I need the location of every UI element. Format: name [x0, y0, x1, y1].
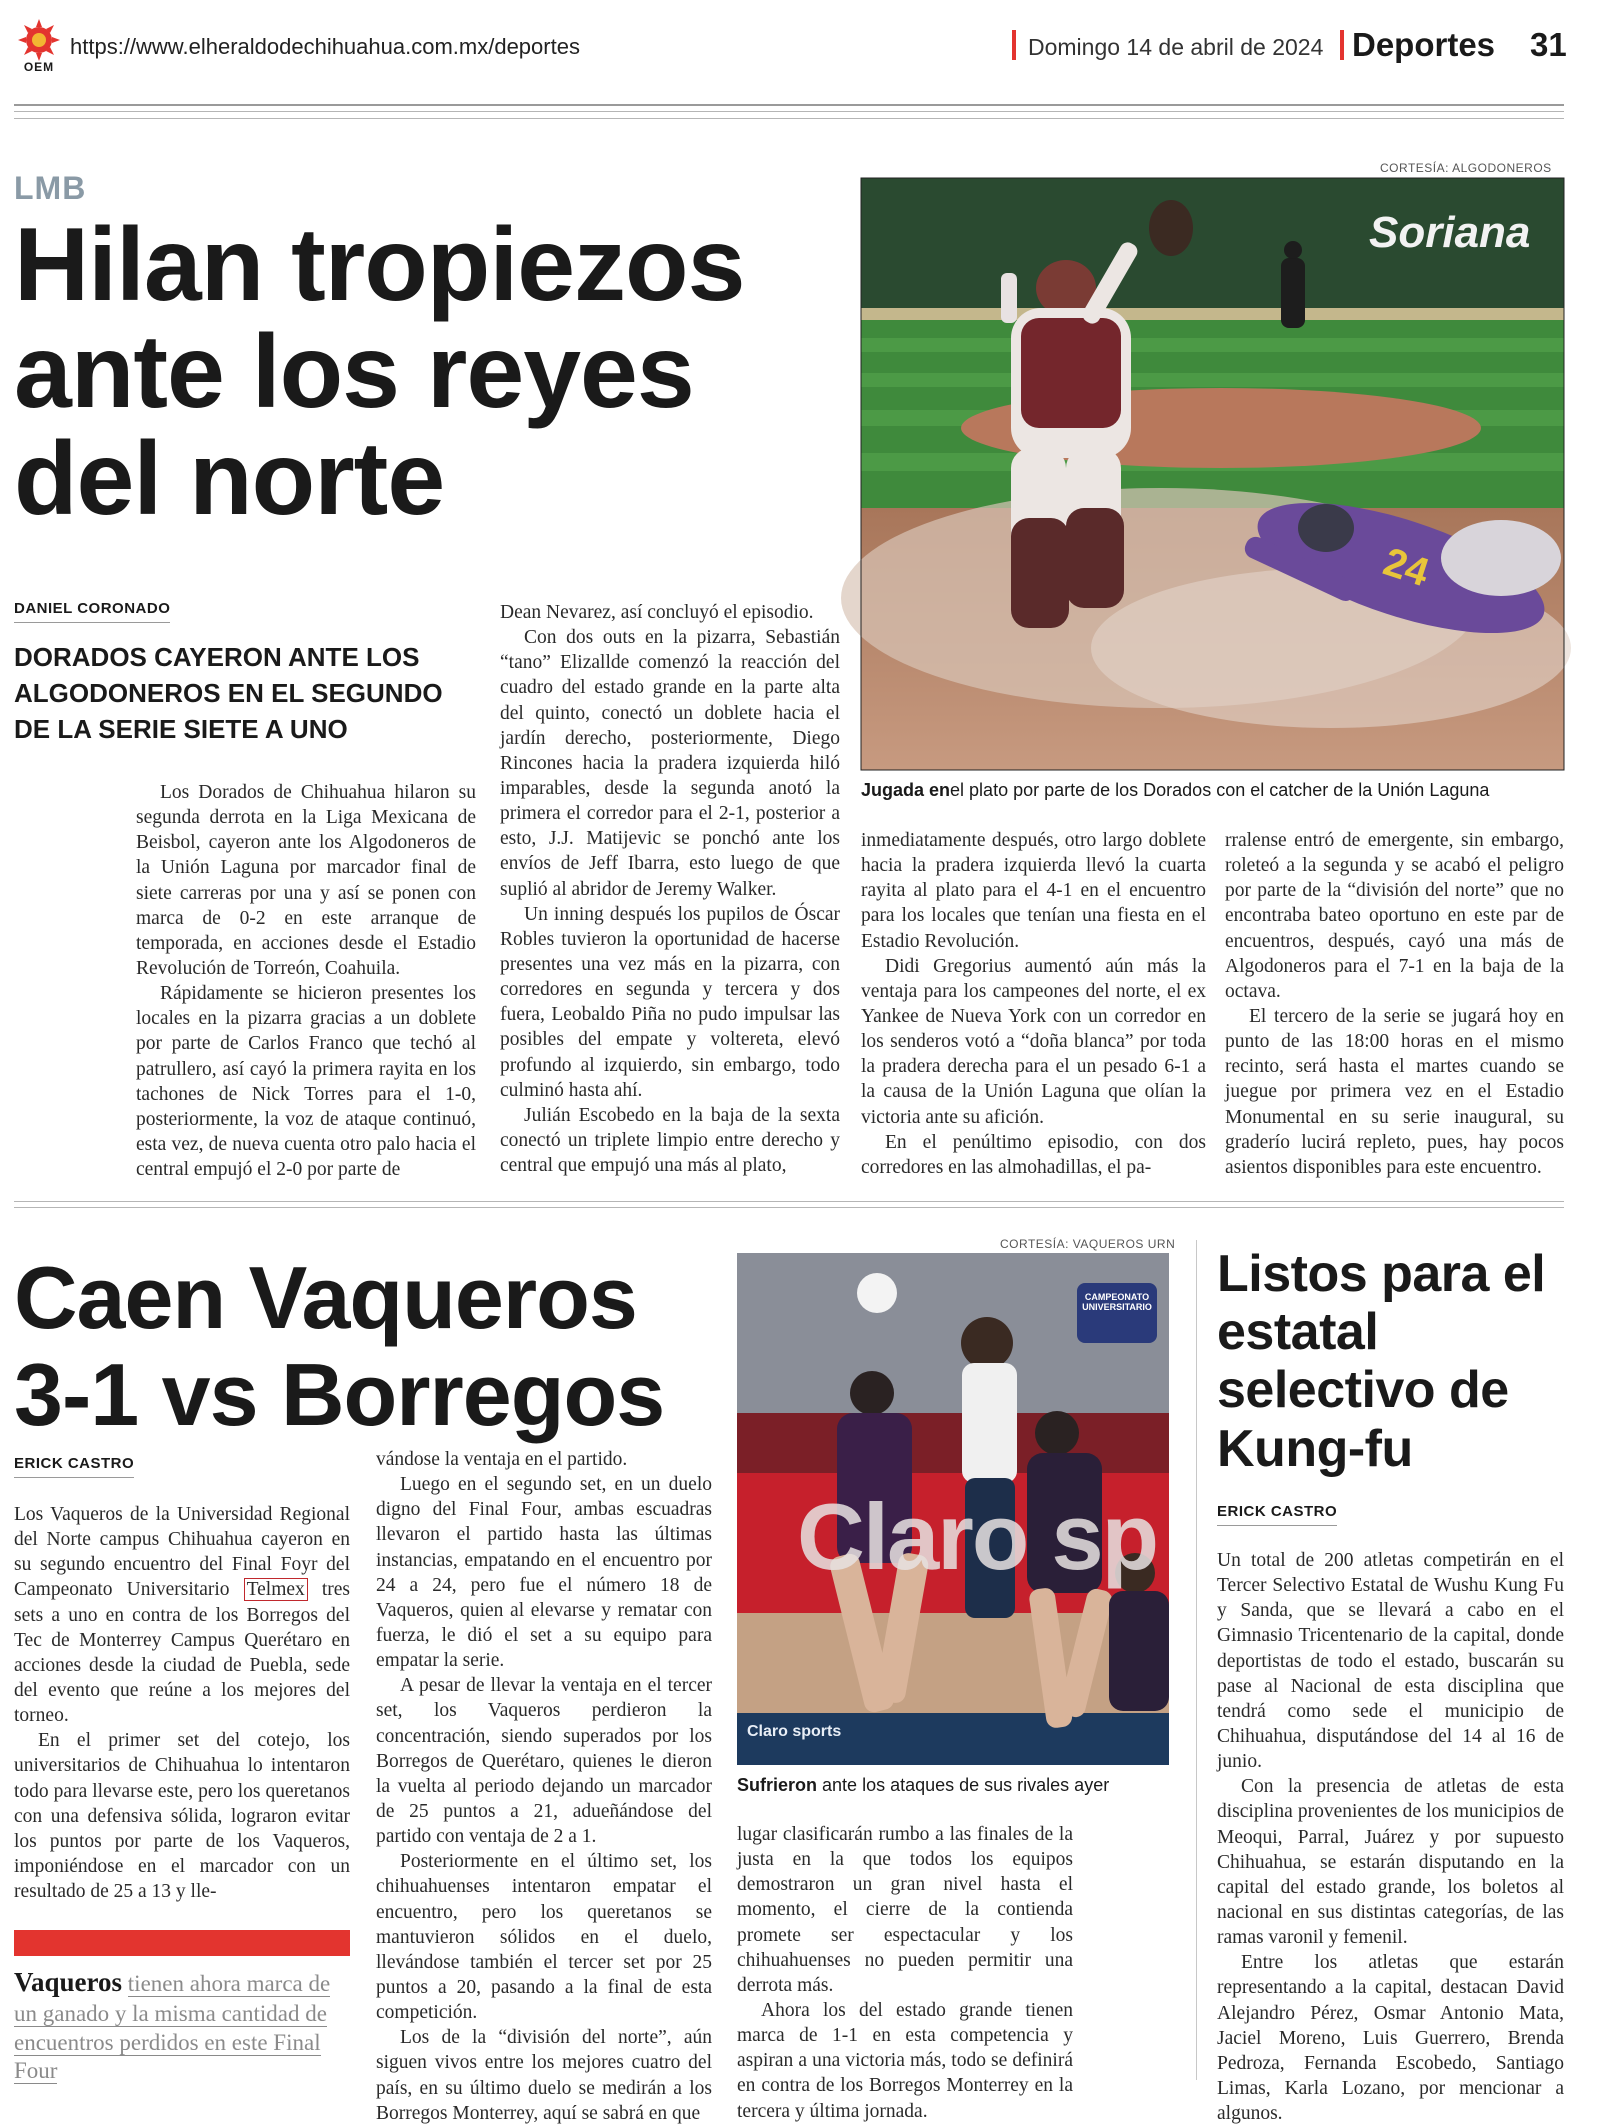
page-number: 31 — [1530, 26, 1567, 63]
paragraph: inmediatamente después, otro largo doblete hacia la pradera izquierda llevó la cuarta rayita al plato para el 4-1 en el encuentro para los locales que tenían una fiesta en el Estadio Revolución. — [861, 830, 1206, 952]
header-rule — [14, 118, 1564, 119]
article2-caption-lead: Sufrieron — [737, 1775, 818, 1795]
article1-caption — [861, 780, 1564, 801]
article1-column-4 — [1225, 828, 1564, 1180]
pull-quote — [14, 1966, 350, 2086]
article1-column-2 — [500, 600, 840, 1178]
paragraph: Un inning después los pupilos de Óscar Robles tuvieron la oportunidad de hacerse presentes una vez más en la pizarra, con corredores en segunda y tercera y dos fuera, Leobaldo Piña no pudo impulsar las posibles del empate y voltereta, elevó profundo al izquierdo, sin embargo, todo culminó hasta ahí. — [500, 903, 840, 1101]
column-divider — [1196, 1240, 1197, 2080]
paragraph: Rápidamente se hicieron presentes los locales en la pizarra gracias a un doblete por parte de Carlos Franco que techó al patrullero, así cayó la primera rayita en los tachones de Nick Torres para el 1-0, posteriormente, la voz de ataque continuó, esta vez, de nueva cuenta otro palo hacia el central empujó el 2-0 por parte de — [136, 983, 476, 1181]
pull-quote-lead: Vaqueros — [14, 1967, 123, 1997]
article3-column — [1217, 1548, 1564, 2126]
paragraph: lugar clasificarán rumbo a las finales de la justa en la que todos los equipos demostraron un gran nivel hasta el momento, el cierre de la contienda promete ser espectacular y los chihuahuenses no pueden permitir una derrota más. — [737, 1824, 1073, 1996]
article2-column-2 — [376, 1447, 712, 2126]
header-rule — [14, 111, 1564, 112]
paragraph: En el penúltimo episodio, con dos corredores en las almohadillas, el pa- — [861, 1131, 1206, 1178]
article1-kicker: LMB — [14, 170, 87, 206]
paragraph: Dean Nevarez, así concluyó el episodio. — [500, 602, 814, 623]
article1-deck: DORADOS CAYERON ANTE LOS ALGODONEROS EN EL SEGUNDO DE LA SERIE SIETE A UNO — [14, 642, 443, 744]
article2-byline: ERICK CASTRO — [14, 1455, 134, 1478]
paragraph: Julián Escobedo en la baja de la sexta conectó un triplete limpio entre derecho y central que empujó una más al plato, — [500, 1104, 840, 1177]
article2-caption-text: ante los ataques de sus rivales ayer — [822, 1775, 1110, 1795]
logo-text: OEM — [23, 60, 55, 74]
article1-column-1 — [136, 780, 476, 1182]
section-rule — [14, 1207, 1564, 1208]
paragraph: En el primer set del cotejo, los universitarios de Chihuahua lo intentaron todo para llevarse este, pero los queretanos con una defensiva sólida, lograron evitar los puntos por parte de los Vaqueros, imponiéndose en el marcador con un resultado de 25 a 13 y lle- — [14, 1730, 350, 1903]
article2-headline: Caen Vaqueros 3-1 vs Borregos — [14, 1248, 665, 1444]
article1-photo-credit: CORTESÍA: ALGODONEROS — [1380, 161, 1552, 175]
svg-text:24: 24 — [1378, 539, 1435, 596]
article3-byline: ERICK CASTRO — [1217, 1503, 1337, 1526]
highlighted-term: Telmex — [244, 1578, 308, 1601]
section-name: Deportes — [1352, 26, 1496, 63]
paragraph: Ahora los del estado grande tienen marca de 1-1 en esta competencia y aspiran a una victoria más, todo se definirá en contra de los Borregos Monterrey en la tercera y última jornada. — [737, 1999, 1073, 2122]
paragraph: Con dos outs en la pizarra, Sebastián “tano” Elizallde comenzó la reacción del cuadro del estado grande en la parte alta del quinto, conectó un doblete hacia el jardín derecho, posteriormente, Diego Rincones hacia la pradera izquierda hiló imparables, desde la segunda anotó la primera el corredor para el 2-1, posterior a esto, J.J. Matijevic se ponchó ante los envíos de Jeff Ibarra, esto luego de que suplió al abridor de Jeremy Walker. — [500, 627, 840, 900]
article2-photo-credit: CORTESÍA: VAQUEROS URN — [1000, 1237, 1176, 1251]
page-url: https://www.elheraldodechihuahua.com.mx/deportes — [70, 34, 580, 59]
paragraph: Con la presencia de atletas de esta disciplina provenientes de los municipios de Meoqui, Parral, Juárez y por supuesto Chihuahua, se estarán disputando en la capital del estado grande, los boletos al nacional en sus distintas categorías, de las ramas varonil y femenil. — [1217, 1776, 1564, 1949]
paragraph: Entre los atletas que estarán representando a la capital, destacan David Alejandro Pérez, Osmar Antonio Mata, Jaciel Moreno, Luis Guerrero, Brenda Pedroza, Fernanda Escobedo, Santiago Limas, Karla Lozano, por mencionar a algunos. — [1217, 1952, 1564, 2125]
text-run: tres sets a uno en contra de los Borregos del Tec de Monterrey Campus Querétaro en acciones desde la ciudad de Puebla, sede del evento que reúne a los mejores del torneo. — [14, 1579, 350, 1727]
text-run: Los Vaqueros de la Universidad Regional del Norte campus Chihuahua cayeron en su segundo encuentro del Final Foyr del Campeonato Universitario — [14, 1504, 350, 1601]
date-marker — [1012, 30, 1016, 60]
article1-headline: Hilan tropiezos ante los reyes del norte — [14, 207, 745, 538]
section-rule — [14, 1201, 1564, 1202]
article1-photo — [861, 178, 1564, 770]
paragraph: Un total de 200 atletas competirán en el Tercer Selectivo Estatal de Wushu Kung Fu y Sanda, que se llevará a cabo en el Gimnasio Tricentenario de la capital, donde deportistas de todo el estado, buscarán su pase al Nacional de esta disciplina que tendrá como sede el municipio de Chihuahua, disputándose del 14 al 16 de junio. — [1217, 1550, 1564, 1773]
article1-caption-text: el plato por parte de los Dorados con el catcher de la Unión Laguna — [950, 780, 1490, 800]
paragraph: Los Dorados de Chihuahua hilaron su segunda derrota en la Liga Mexicana de Beisbol, cayeron ante los Algodoneros de la Unión Laguna por marcador final de siete carreras por una y así se ponen con marca de 0-2 en este arranque de temporada, en acciones desde el Estadio Revolución de Torreón, Coahuila. — [136, 782, 476, 979]
oem-logo — [14, 18, 64, 76]
paragraph: A pesar de llevar la ventaja en el tercer set, los Vaqueros perdieron la concentración, siendo superados por los Borregos de Querétaro, quienes le dieron la vuelta al periodo dejando un marcador de 25 puntos a 21, adueñándose del partido con ventaja de 2 a 1. — [376, 1675, 712, 1848]
paragraph — [14, 1502, 350, 1728]
article2-photo — [737, 1253, 1169, 1765]
article2-caption — [737, 1775, 1169, 1796]
article1-caption-lead: Jugada en — [861, 780, 951, 800]
article3-headline: Listos para el estatal selectivo de Kung-fu — [1217, 1245, 1546, 1478]
photo-banner: CAMPEONATO UNIVERSITARIO — [1082, 1292, 1152, 1312]
paragraph: Los de la “división del norte”, aún siguen vivos entre los mejores cuatro del país, en su último duelo se medirán a los Borregos Monterrey, aquí se sabrá en que — [376, 2027, 712, 2124]
paragraph: El tercero de la serie se jugará hoy en punto de las 18:00 horas en el mismo recinto, será hasta el martes cuando se juegue por primera vez en el Estadio Monumental en su serie inaugural, su graderío lucirá repleto, pues, hay pocos asientos disponibles para este encuentro. — [1225, 1005, 1564, 1178]
stadium-sign: Soriana — [1369, 208, 1531, 257]
article1-column-3 — [861, 828, 1206, 1180]
pull-quote-bar — [14, 1930, 350, 1956]
article2-column-1 — [14, 1502, 350, 1904]
paragraph: vándose la ventaja en el partido. — [376, 1449, 628, 1470]
section-marker — [1340, 30, 1344, 60]
article1-byline: DANIEL CORONADO — [14, 600, 170, 623]
article2-column-3 — [737, 1822, 1073, 2124]
issue-date: Domingo 14 de abril de 2024 — [1028, 34, 1324, 60]
paragraph: rralense entró de emergente, sin embargo, roleteó a la segunda y se acabó el peligro por parte de la “división del norte” que no encontraba bateo oportuno en este par de encuentros, después, cayó una más de Algodoneros para el 7-1 en la baja de la octava. — [1225, 830, 1564, 1002]
paragraph: Luego en el segundo set, en un duelo digno del Final Four, ambas escuadras llevaron el partido hasta las últimas instancias, empatando en el encuentro por 24 a 24, pero fue el número 18 de Vaqueros, quien al elevarse y rematar con fuerza, le dió el set a su equipo para empatar la serie. — [376, 1474, 712, 1672]
paragraph: Posteriormente en el último set, los chihuahuenses intentaron empatar el encuentro, pero los queretanos se mantuvieron sólidos en el duelo, llevándose también el tercer set por 25 puntos a 20, pasando a la final de esta competición. — [376, 1851, 712, 2024]
photo-sponsor-wall: Claro sp — [797, 1484, 1158, 1589]
paragraph: Didi Gregorius aumentó aún más la ventaja para los campeones del norte, el ex Yankee de Nueva York con un corredor en los senderos votó a “doña blanca” por toda la pradera derecha para el un pesado 6-1 a la causa de la Unión Laguna que olían la victoria ante su afición. — [861, 955, 1206, 1128]
header-rule — [14, 104, 1564, 106]
pull-quote-text: tienen ahora marca de un ganado y la misma cantidad de encuentros perdidos en este Final Four — [14, 1971, 331, 2084]
photo-footer-logo: Claro sports — [747, 1723, 842, 1740]
